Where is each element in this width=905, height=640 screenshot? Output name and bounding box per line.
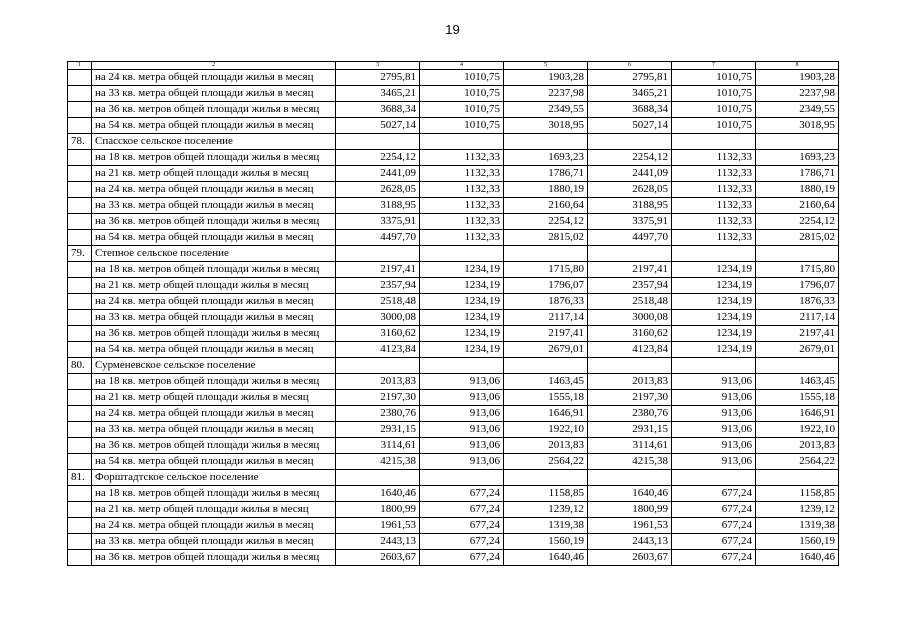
value-cell: 2931,15 — [336, 422, 420, 438]
row-number-cell — [68, 454, 92, 470]
value-cell: 2518,48 — [336, 294, 420, 310]
value-cell: 3188,95 — [588, 198, 672, 214]
value-cell: 1560,19 — [756, 534, 839, 550]
value-cell: 1132,33 — [420, 182, 504, 198]
empty-cell — [336, 134, 420, 150]
value-cell: 677,24 — [420, 534, 504, 550]
table-row — [68, 118, 839, 134]
value-cell: 2349,55 — [504, 102, 588, 118]
value-cell: 913,06 — [420, 438, 504, 454]
row-description: на 18 кв. метров общей площади жилья в месяц — [92, 374, 336, 390]
empty-cell — [588, 470, 672, 486]
value-cell: 1239,12 — [756, 502, 839, 518]
row-description: на 33 кв. метра общей площади жилья в месяц — [92, 86, 336, 102]
value-cell: 3188,95 — [336, 198, 420, 214]
value-cell: 913,06 — [420, 374, 504, 390]
row-number-cell — [68, 118, 92, 134]
value-cell: 1646,91 — [504, 406, 588, 422]
value-cell: 1132,33 — [420, 214, 504, 230]
value-cell: 2254,12 — [504, 214, 588, 230]
value-cell: 3114,61 — [336, 438, 420, 454]
value-cell: 2160,64 — [756, 198, 839, 214]
value-cell: 1961,53 — [336, 518, 420, 534]
row-description: на 18 кв. метров общей площади жилья в месяц — [92, 150, 336, 166]
value-cell: 677,24 — [420, 502, 504, 518]
table-row — [68, 486, 839, 502]
value-cell: 1234,19 — [420, 294, 504, 310]
value-cell: 677,24 — [672, 486, 756, 502]
value-cell: 4123,84 — [336, 342, 420, 358]
empty-cell — [504, 470, 588, 486]
value-cell: 913,06 — [420, 422, 504, 438]
value-cell: 2349,55 — [756, 102, 839, 118]
column-number-header: 5 — [504, 62, 588, 70]
table-row — [68, 150, 839, 166]
value-cell: 2197,41 — [504, 326, 588, 342]
value-cell: 1786,71 — [756, 166, 839, 182]
value-cell: 1234,19 — [672, 342, 756, 358]
table-row — [68, 454, 839, 470]
row-description: на 24 кв. метра общей площади жилья в месяц — [92, 518, 336, 534]
value-cell: 2628,05 — [588, 182, 672, 198]
section-name: Сурменевское сельское поселение — [92, 358, 336, 374]
value-cell: 1693,23 — [504, 150, 588, 166]
value-cell: 1640,46 — [336, 486, 420, 502]
value-cell: 1876,33 — [756, 294, 839, 310]
empty-cell — [420, 134, 504, 150]
row-number-cell — [68, 310, 92, 326]
value-cell: 3688,34 — [588, 102, 672, 118]
row-number-cell — [68, 182, 92, 198]
row-description: на 54 кв. метра общей площади жилья в месяц — [92, 230, 336, 246]
value-cell: 913,06 — [672, 390, 756, 406]
value-cell: 1234,19 — [420, 310, 504, 326]
value-cell: 1961,53 — [588, 518, 672, 534]
empty-cell — [588, 358, 672, 374]
column-number-header: 4 — [420, 62, 504, 70]
table-row — [68, 534, 839, 550]
row-description: на 21 кв. метр общей площади жилья в месяц — [92, 166, 336, 182]
value-cell: 2443,13 — [336, 534, 420, 550]
row-number-cell — [68, 390, 92, 406]
value-cell: 677,24 — [420, 550, 504, 566]
value-cell: 677,24 — [420, 518, 504, 534]
row-description: на 54 кв. метра общей площади жилья в месяц — [92, 118, 336, 134]
section-row — [68, 358, 839, 374]
value-cell: 1010,75 — [420, 70, 504, 86]
row-number-cell — [68, 150, 92, 166]
value-cell: 2237,98 — [504, 86, 588, 102]
row-number-cell — [68, 374, 92, 390]
section-row — [68, 246, 839, 262]
row-number-cell — [68, 502, 92, 518]
row-number-cell — [68, 518, 92, 534]
value-cell: 677,24 — [672, 550, 756, 566]
value-cell: 5027,14 — [336, 118, 420, 134]
row-number-cell — [68, 262, 92, 278]
value-cell: 3018,95 — [756, 118, 839, 134]
section-name: Форштадтское сельское поселение — [92, 470, 336, 486]
value-cell: 1234,19 — [420, 262, 504, 278]
empty-cell — [756, 246, 839, 262]
row-number-cell — [68, 86, 92, 102]
table-row — [68, 182, 839, 198]
table-row — [68, 518, 839, 534]
row-number-cell — [68, 438, 92, 454]
value-cell: 4215,38 — [588, 454, 672, 470]
table-row — [68, 422, 839, 438]
empty-cell — [420, 246, 504, 262]
value-cell: 4215,38 — [336, 454, 420, 470]
value-cell: 4497,70 — [336, 230, 420, 246]
empty-cell — [420, 358, 504, 374]
value-cell: 1715,80 — [756, 262, 839, 278]
value-cell: 2518,48 — [588, 294, 672, 310]
value-cell: 1158,85 — [756, 486, 839, 502]
value-cell: 1555,18 — [756, 390, 839, 406]
empty-cell — [672, 470, 756, 486]
section-number: 78. — [68, 134, 92, 150]
value-cell: 1796,07 — [504, 278, 588, 294]
value-cell: 2160,64 — [504, 198, 588, 214]
table-row — [68, 438, 839, 454]
table-row — [68, 278, 839, 294]
section-row — [68, 470, 839, 486]
value-cell: 1010,75 — [672, 118, 756, 134]
table-row — [68, 198, 839, 214]
row-description: на 24 кв. метра общей площади жилья в месяц — [92, 406, 336, 422]
row-description: на 36 кв. метров общей площади жилья в месяц — [92, 214, 336, 230]
value-cell: 1880,19 — [504, 182, 588, 198]
row-description: на 36 кв. метров общей площади жилья в месяц — [92, 550, 336, 566]
column-number-header: 7 — [672, 62, 756, 70]
value-cell: 913,06 — [672, 406, 756, 422]
section-number: 80. — [68, 358, 92, 374]
value-cell: 677,24 — [672, 518, 756, 534]
value-cell: 1010,75 — [672, 102, 756, 118]
column-number-header: 2 — [92, 62, 336, 70]
row-description: на 36 кв. метров общей площади жилья в месяц — [92, 326, 336, 342]
row-description: на 33 кв. метра общей площади жилья в месяц — [92, 422, 336, 438]
value-cell: 1132,33 — [672, 198, 756, 214]
empty-cell — [756, 134, 839, 150]
value-cell: 913,06 — [672, 454, 756, 470]
row-number-cell — [68, 278, 92, 294]
value-cell: 3375,91 — [588, 214, 672, 230]
value-cell: 2254,12 — [588, 150, 672, 166]
value-cell: 2197,41 — [336, 262, 420, 278]
value-cell: 1132,33 — [420, 198, 504, 214]
section-name: Степное сельское поселение — [92, 246, 336, 262]
row-number-cell — [68, 486, 92, 502]
table-row — [68, 102, 839, 118]
row-number-cell — [68, 550, 92, 566]
value-cell: 1796,07 — [756, 278, 839, 294]
row-description: на 21 кв. метр общей площади жилья в месяц — [92, 278, 336, 294]
row-number-cell — [68, 102, 92, 118]
value-cell: 1463,45 — [756, 374, 839, 390]
value-cell: 913,06 — [672, 438, 756, 454]
value-cell: 2443,13 — [588, 534, 672, 550]
value-cell: 2197,30 — [336, 390, 420, 406]
section-number: 79. — [68, 246, 92, 262]
row-description: на 54 кв. метра общей площади жилья в месяц — [92, 342, 336, 358]
value-cell: 1876,33 — [504, 294, 588, 310]
row-description: на 54 кв. метра общей площади жилья в месяц — [92, 454, 336, 470]
row-description: на 18 кв. метров общей площади жилья в месяц — [92, 486, 336, 502]
table-row — [68, 406, 839, 422]
table-body — [68, 62, 839, 566]
value-cell: 1132,33 — [672, 182, 756, 198]
value-cell: 1132,33 — [672, 214, 756, 230]
value-cell: 1319,38 — [504, 518, 588, 534]
value-cell: 3000,08 — [336, 310, 420, 326]
empty-cell — [672, 358, 756, 374]
value-cell: 3160,62 — [588, 326, 672, 342]
value-cell: 1132,33 — [420, 166, 504, 182]
value-cell: 2441,09 — [588, 166, 672, 182]
row-number-cell — [68, 342, 92, 358]
row-number-cell — [68, 294, 92, 310]
value-cell: 1800,99 — [588, 502, 672, 518]
value-cell: 913,06 — [420, 454, 504, 470]
row-description: на 36 кв. метров общей площади жилья в месяц — [92, 438, 336, 454]
row-number-cell — [68, 198, 92, 214]
value-cell: 2931,15 — [588, 422, 672, 438]
table-row — [68, 326, 839, 342]
value-cell: 1132,33 — [672, 150, 756, 166]
value-cell: 677,24 — [672, 502, 756, 518]
column-number-header: 1 — [68, 62, 92, 70]
empty-cell — [756, 358, 839, 374]
value-cell: 5027,14 — [588, 118, 672, 134]
column-number-header: 8 — [756, 62, 839, 70]
value-cell: 3688,34 — [336, 102, 420, 118]
empty-cell — [672, 246, 756, 262]
table-row — [68, 86, 839, 102]
table-row — [68, 230, 839, 246]
value-cell: 1010,75 — [672, 86, 756, 102]
value-cell: 2564,22 — [756, 454, 839, 470]
value-cell: 2815,02 — [504, 230, 588, 246]
value-cell: 2254,12 — [756, 214, 839, 230]
row-description: на 24 кв. метра общей площади жилья в месяц — [92, 182, 336, 198]
row-number-cell — [68, 534, 92, 550]
value-cell: 1903,28 — [756, 70, 839, 86]
value-cell: 3114,61 — [588, 438, 672, 454]
row-number-cell — [68, 422, 92, 438]
value-cell: 2603,67 — [588, 550, 672, 566]
empty-cell — [672, 134, 756, 150]
value-cell: 1922,10 — [756, 422, 839, 438]
value-cell: 1132,33 — [672, 230, 756, 246]
value-cell: 1234,19 — [672, 326, 756, 342]
value-cell: 2564,22 — [504, 454, 588, 470]
row-number-cell — [68, 406, 92, 422]
empty-cell — [504, 134, 588, 150]
value-cell: 2197,30 — [588, 390, 672, 406]
value-cell: 1903,28 — [504, 70, 588, 86]
empty-cell — [336, 246, 420, 262]
row-description: на 21 кв. метр общей площади жилья в месяц — [92, 502, 336, 518]
value-cell: 1010,75 — [420, 118, 504, 134]
value-cell: 1640,46 — [588, 486, 672, 502]
value-cell: 2237,98 — [756, 86, 839, 102]
empty-cell — [588, 246, 672, 262]
empty-cell — [336, 470, 420, 486]
value-cell: 2254,12 — [336, 150, 420, 166]
value-cell: 677,24 — [672, 534, 756, 550]
value-cell: 2013,83 — [336, 374, 420, 390]
row-description: на 24 кв. метра общей площади жилья в месяц — [92, 294, 336, 310]
table-row — [68, 310, 839, 326]
empty-cell — [420, 470, 504, 486]
value-cell: 4497,70 — [588, 230, 672, 246]
value-cell: 2441,09 — [336, 166, 420, 182]
value-cell: 3018,95 — [504, 118, 588, 134]
value-cell: 913,06 — [420, 406, 504, 422]
tariff-table — [67, 61, 839, 566]
section-number: 81. — [68, 470, 92, 486]
table-row — [68, 550, 839, 566]
value-cell: 1132,33 — [420, 150, 504, 166]
column-number-row — [68, 62, 839, 70]
value-cell: 1922,10 — [504, 422, 588, 438]
table-row — [68, 70, 839, 86]
row-description: на 24 кв. метра общей площади жилья в месяц — [92, 70, 336, 86]
value-cell: 2380,76 — [336, 406, 420, 422]
value-cell: 1560,19 — [504, 534, 588, 550]
value-cell: 1786,71 — [504, 166, 588, 182]
value-cell: 1319,38 — [756, 518, 839, 534]
value-cell: 3160,62 — [336, 326, 420, 342]
value-cell: 1132,33 — [420, 230, 504, 246]
column-number-header: 6 — [588, 62, 672, 70]
value-cell: 913,06 — [672, 374, 756, 390]
row-description: на 33 кв. метра общей площади жилья в месяц — [92, 534, 336, 550]
value-cell: 1132,33 — [672, 166, 756, 182]
value-cell: 1880,19 — [756, 182, 839, 198]
row-number-cell — [68, 230, 92, 246]
value-cell: 2628,05 — [336, 182, 420, 198]
value-cell: 2603,67 — [336, 550, 420, 566]
value-cell: 1234,19 — [672, 278, 756, 294]
section-name: Спасское сельское поселение — [92, 134, 336, 150]
value-cell: 1463,45 — [504, 374, 588, 390]
value-cell: 3465,21 — [336, 86, 420, 102]
value-cell: 2013,83 — [756, 438, 839, 454]
value-cell: 1010,75 — [672, 70, 756, 86]
value-cell: 1800,99 — [336, 502, 420, 518]
column-number-header: 3 — [336, 62, 420, 70]
row-description: на 21 кв. метр общей площади жилья в месяц — [92, 390, 336, 406]
row-description: на 33 кв. метра общей площади жилья в месяц — [92, 198, 336, 214]
value-cell: 2679,01 — [756, 342, 839, 358]
row-number-cell — [68, 326, 92, 342]
value-cell: 2013,83 — [588, 374, 672, 390]
value-cell: 2795,81 — [588, 70, 672, 86]
empty-cell — [588, 134, 672, 150]
value-cell: 1239,12 — [504, 502, 588, 518]
value-cell: 913,06 — [672, 422, 756, 438]
value-cell: 1158,85 — [504, 486, 588, 502]
value-cell: 2197,41 — [756, 326, 839, 342]
empty-cell — [756, 470, 839, 486]
value-cell: 2380,76 — [588, 406, 672, 422]
value-cell: 3375,91 — [336, 214, 420, 230]
value-cell: 2679,01 — [504, 342, 588, 358]
section-row — [68, 134, 839, 150]
value-cell: 1234,19 — [672, 310, 756, 326]
page-number: 19 — [445, 22, 460, 37]
row-number-cell — [68, 166, 92, 182]
empty-cell — [504, 246, 588, 262]
value-cell: 3000,08 — [588, 310, 672, 326]
value-cell: 1640,46 — [504, 550, 588, 566]
row-description: на 18 кв. метров общей площади жилья в месяц — [92, 262, 336, 278]
table-row — [68, 166, 839, 182]
table-row — [68, 374, 839, 390]
table-row — [68, 390, 839, 406]
value-cell: 2357,94 — [336, 278, 420, 294]
value-cell: 1640,46 — [756, 550, 839, 566]
value-cell: 913,06 — [420, 390, 504, 406]
table-row — [68, 502, 839, 518]
row-description: на 36 кв. метров общей площади жилья в месяц — [92, 102, 336, 118]
table-row — [68, 294, 839, 310]
value-cell: 1715,80 — [504, 262, 588, 278]
table-row — [68, 214, 839, 230]
value-cell: 2013,83 — [504, 438, 588, 454]
value-cell: 4123,84 — [588, 342, 672, 358]
table-row — [68, 342, 839, 358]
value-cell: 2117,14 — [504, 310, 588, 326]
row-description: на 33 кв. метра общей площади жилья в месяц — [92, 310, 336, 326]
value-cell: 1555,18 — [504, 390, 588, 406]
value-cell: 1646,91 — [756, 406, 839, 422]
value-cell: 1234,19 — [672, 262, 756, 278]
value-cell: 1234,19 — [420, 342, 504, 358]
value-cell: 677,24 — [420, 486, 504, 502]
value-cell: 3465,21 — [588, 86, 672, 102]
empty-cell — [336, 358, 420, 374]
value-cell: 2197,41 — [588, 262, 672, 278]
table-row — [68, 262, 839, 278]
value-cell: 1010,75 — [420, 102, 504, 118]
value-cell: 2815,02 — [756, 230, 839, 246]
value-cell: 2795,81 — [336, 70, 420, 86]
row-number-cell — [68, 214, 92, 230]
empty-cell — [504, 358, 588, 374]
value-cell: 1234,19 — [672, 294, 756, 310]
value-cell: 1234,19 — [420, 326, 504, 342]
value-cell: 1693,23 — [756, 150, 839, 166]
row-number-cell — [68, 70, 92, 86]
value-cell: 1010,75 — [420, 86, 504, 102]
value-cell: 2357,94 — [588, 278, 672, 294]
value-cell: 2117,14 — [756, 310, 839, 326]
value-cell: 1234,19 — [420, 278, 504, 294]
